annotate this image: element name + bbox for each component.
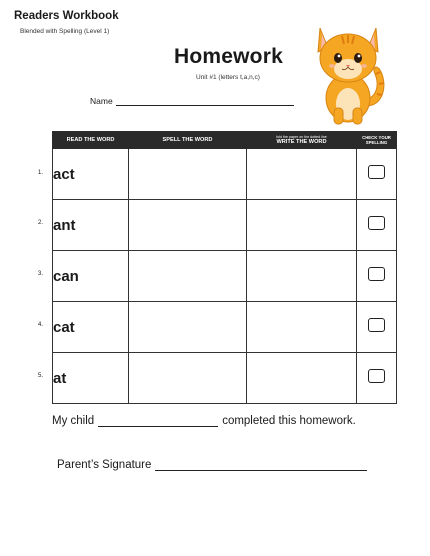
table-row [53,149,397,200]
word-cell: at [53,353,129,404]
my-child-line [52,414,356,427]
word-cell: act [53,149,129,200]
word-cell: ant [53,200,129,251]
row-number: 1. [38,170,44,176]
write-cell[interactable] [247,302,357,353]
spell-cell[interactable] [129,302,247,353]
table-row [53,302,397,353]
workbook-subtitle: Blended with Spelling (Level 1) [20,28,110,35]
checkbox[interactable] [368,165,385,179]
signature-label: Parent’s Signature [57,459,152,471]
col-spell-the-word: SPELL THE WORD [129,132,247,149]
signature-blank[interactable] [155,458,367,471]
write-cell[interactable] [247,149,357,200]
row-number: 5. [38,373,44,379]
checkbox[interactable] [368,369,385,383]
checkbox[interactable] [368,216,385,230]
my-child-prefix: My child [52,415,95,427]
page-title: Homework [174,45,283,68]
table-row [53,200,397,251]
spell-cell[interactable] [129,353,247,404]
row-number: 3. [38,271,44,277]
row-number: 2. [38,220,44,226]
checkbox[interactable] [368,318,385,332]
write-cell[interactable] [247,200,357,251]
my-child-suffix: completed this homework. [222,415,356,427]
spell-cell[interactable] [129,251,247,302]
write-cell[interactable] [247,353,357,404]
row-number: 4. [38,322,44,328]
word-cell: can [53,251,129,302]
col-check-spelling: CHECK YOUR SPELLING [357,132,397,149]
write-cell[interactable] [247,251,357,302]
name-blank-line[interactable] [116,96,294,106]
spell-cell[interactable] [129,149,247,200]
table-row [53,251,397,302]
check-cell [357,149,397,200]
check-cell [357,200,397,251]
col-read-the-word: READ THE WORD [53,132,129,149]
check-cell [357,353,397,404]
col-write-the-word [247,132,357,149]
check-cell [357,302,397,353]
col-write-label: WRITE THE WORD [276,139,327,145]
child-name-blank[interactable] [98,414,218,427]
name-row [90,96,294,106]
name-label: Name [90,96,113,106]
check-cell [357,251,397,302]
kitten-illustration [306,14,390,128]
unit-label: Unit #1 (letters t,a,n,c) [196,74,260,81]
checkbox[interactable] [368,267,385,281]
signature-line [57,458,367,471]
workbook-title: Readers Workbook [14,10,119,22]
spell-cell[interactable] [129,200,247,251]
word-cell: cat [53,302,129,353]
homework-table [52,131,397,404]
fold-note: fold the paper on the dotted line [276,135,327,139]
table-row [53,353,397,404]
